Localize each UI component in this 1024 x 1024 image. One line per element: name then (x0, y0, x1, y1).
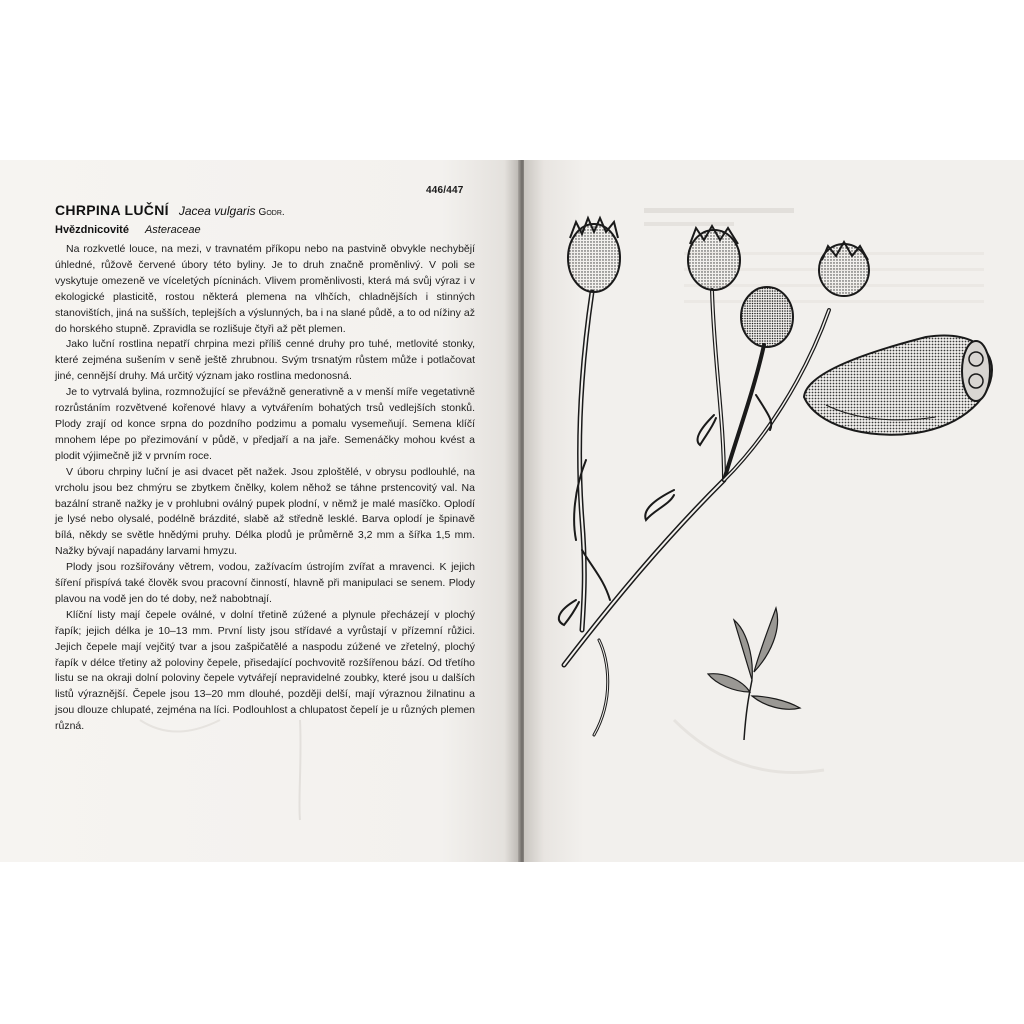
seedling-illustration (704, 600, 814, 750)
paragraph: Je to vytrvalá bylina, rozmnožující se převážně generativně a v menší míře vegetativně rozrůstáním rozvětvené kořenové hlavy a vytvářením bohatých trsů vedlejších stonků. Plody zrají od konce srpna do pozdního podzimu a pomalu vysemeňují. Semena klíčí mnohem lépe po přezimování v půdě, v předjaří a na jaře. Semenáčky mohou kvést a plodit výjimečně již v prvním roce. (55, 386, 475, 462)
achene-seed-illustration (796, 325, 996, 445)
entry-title-line (55, 202, 285, 220)
page-number: 446/447 (426, 185, 464, 196)
right-page (524, 160, 1024, 862)
paragraph: Na rozkvetlé louce, na mezi, v travnatém příkopu nebo na pastvině obvykle nechybějí úhledné, růžově červené úbory této byliny. Je to druh značně proměnlivý. V poli se vyskytuje omezeně ve víceletých pícninách. Vlivem proměnlivosti, která má svůj výraz i v ekologické plasticitě, rostou některá plemena na vlhčích, chladnějších i stinných stanovištích, jiná na sušších, teplejších a výslunných, ba i na slané půdě, a to od nížiny až do horského stupně. Zpravidla se rozlišuje čtyři až pět plemen. (55, 243, 475, 335)
entry-title: CHRPINA LUČNÍ (55, 202, 169, 218)
flowering-stem-illustration (524, 160, 1024, 862)
book-spread (0, 160, 1024, 862)
author-abbreviation: Godr. (258, 207, 285, 218)
paragraph: Jako luční rostlina nepatří chrpina mezi příliš cenné druhy pro tuhé, metlovité stonky, které zejména sušením v seně ještě zhrubnou. Svým trsnatým růstem může i potlačovat jiné, cennější druhy. Má určitý význam jako rostlina medonosná. (55, 338, 475, 383)
paragraph: V úboru chrpiny luční je asi dvacet pět nažek. Jsou zploštělé, v obrysu podlouhlé, na vrcholu jsou bez chmýru se zbytkem čnělky, kolem něhož se táhne prstencovitý val. Na bazální straně nažky je v prohlubni oválný pupek plodní, v němž je malé masíčko. Oplodí je lysé nebo olysalé, podélně brázdité, slabě až středně lesklé. Barva oplodí je špinavě bílá, někdy se světle hnědými pruhy. Délka plodů je průměrně 3,2 mm a šířka 1,5 mm. Nažky bývají napadány larvami hmyzu. (55, 465, 475, 558)
body-text (55, 242, 475, 735)
paragraph: Plody jsou rozšiřovány větrem, vodou, zažívacím ústrojím zvířat a mravenci. K jejich šíření přispívá také člověk svou pracovní činností, hlavně při manipulaci se senem. Plody plavou na vodě jen do té doby, než nabobtnají. (55, 561, 475, 605)
latin-name: Jacea vulgaris (178, 204, 256, 218)
family-name-latin: Asteraceae (144, 224, 201, 236)
left-page (0, 160, 520, 862)
paragraph: Klíční listy mají čepele oválné, v dolní třetině zúžené a plynule přecházejí v plochý řapík; jejich délka je 10–13 mm. První listy jsou střídavé a vyrůstají v přízemní růžici. Jejich čepele mají vejčitý tvar a jsou zašpičatělé a naspodu zúžené ve zřetelný, plochý řapík v délce třetiny až poloviny čepele, přisedající pochvovitě rozšířenou bází. Od třetího listu se na okraji dolní poloviny čepele vytvářejí nepravidelné zoubky, které jsou u dalších listů výraznější. Čepele jsou 13–20 mm dlouhé, později delší, mají výraznou žilnatinu a jsou dlouze chlupaté, zejména na líci. Podlouhlost a chlupatost čepelí je u různých plemen různá. (55, 608, 475, 733)
family-line (55, 220, 201, 238)
family-name-czech: Hvězdnicovité (55, 224, 129, 236)
